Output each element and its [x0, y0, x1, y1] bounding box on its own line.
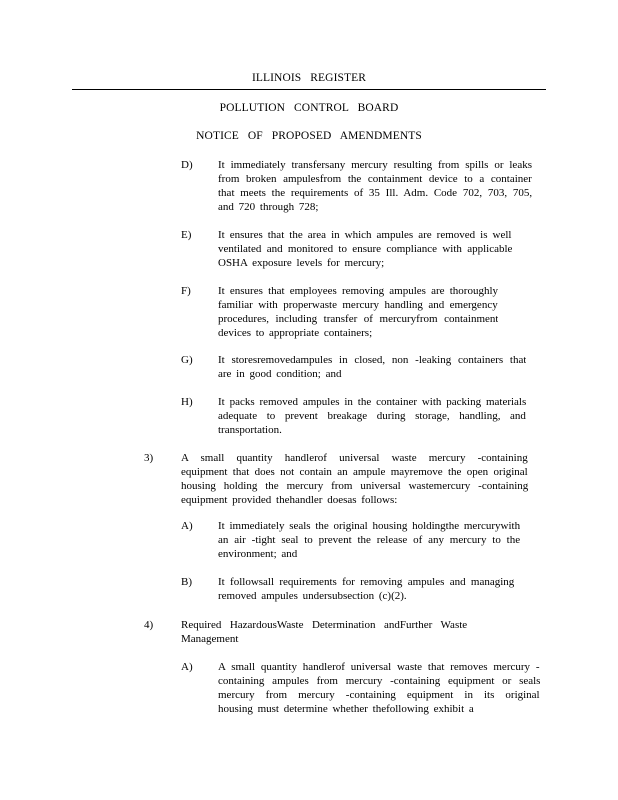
- text-line: It followsall requirements for removing ampules and managing: [218, 576, 514, 588]
- text-line: It storesremovedampules in closed, non -leaking containers that: [218, 354, 526, 366]
- item-text: [218, 353, 526, 381]
- text-line: It ensures that the area in which ampules are removed is well: [218, 229, 512, 241]
- text-line: equipment provided thehandler doesas follows:: [181, 494, 398, 506]
- text-line: an air -tight seal to prevent the release of any mercury to the: [218, 534, 520, 546]
- text-line: transportation.: [218, 424, 282, 436]
- text-line: A small quantity handlerof universal waste that removes mercury -: [218, 661, 540, 673]
- text-line: housing holding the mercury from universal wastemercury -containing: [181, 480, 528, 492]
- text-line: A small quantity handlerof universal waste mercury -containing: [181, 452, 528, 464]
- item-text: [218, 284, 498, 340]
- text-line: removed ampules undersubsection (c)(2).: [218, 590, 407, 602]
- item-label: F): [181, 285, 191, 297]
- text-line: familiar with properwaste mercury handling and emergency: [218, 299, 498, 311]
- text-line: containing ampules from mercury -containing equipment or seals: [218, 675, 540, 687]
- item-label: B): [181, 576, 192, 588]
- item-label: A): [181, 661, 193, 673]
- item-label: 3): [144, 452, 154, 464]
- text-line: Management: [181, 633, 239, 645]
- item-text: [218, 395, 526, 437]
- item-text: [218, 228, 512, 270]
- item-label: G): [181, 354, 193, 366]
- text-line: Required HazardousWaste Determination andFurther Waste: [181, 619, 467, 631]
- text-line: It packs removed ampules in the container with packing materials: [218, 396, 526, 408]
- item-label: E): [181, 229, 192, 241]
- item-text: [181, 451, 528, 507]
- register-title: ILLINOIS REGISTER: [251, 72, 367, 84]
- item-text: [218, 158, 532, 214]
- text-line: environment; and: [218, 548, 298, 560]
- item-text: [218, 575, 514, 603]
- text-line: It immediately seals the original housing holdingthe mercurywith: [218, 520, 520, 532]
- header-rule: [72, 89, 546, 90]
- item-label: 4): [144, 619, 154, 631]
- text-line: are in good condition; and: [218, 368, 342, 380]
- text-line: that meets the requirements of 35 Ill. Adm. Code 702, 703, 705,: [218, 187, 532, 199]
- item-text: [218, 660, 540, 716]
- text-line: devices to appropriate containers;: [218, 327, 373, 339]
- text-line: housing must determine whether thefollowing exhibit a: [218, 703, 474, 715]
- notice-title: NOTICE OF PROPOSED AMENDMENTS: [196, 130, 422, 142]
- item-text: [181, 618, 467, 646]
- text-line: OSHA exposure levels for mercury;: [218, 257, 385, 269]
- text-line: procedures, including transfer of mercuryfrom containment: [218, 313, 498, 325]
- board-title: POLLUTION CONTROL BOARD: [219, 102, 399, 114]
- text-line: It ensures that employees removing ampules are thoroughly: [218, 285, 498, 297]
- text-line: adequate to prevent breakage during storage, handling, and: [218, 410, 526, 422]
- text-line: ventilated and monitored to ensure compliance with applicable: [218, 243, 512, 255]
- item-label: D): [181, 159, 193, 171]
- item-label: H): [181, 396, 193, 408]
- text-line: from broken ampulesfrom the containment device to a container: [218, 173, 532, 185]
- text-line: equipment that does not contain an ampule mayremove the open original: [181, 466, 528, 478]
- text-line: mercury from mercury -containing equipment in its original: [218, 689, 540, 701]
- item-label: A): [181, 520, 193, 532]
- text-line: and 720 through 728;: [218, 201, 319, 213]
- text-line: It immediately transfersany mercury resulting from spills or leaks: [218, 159, 532, 171]
- item-text: [218, 519, 520, 561]
